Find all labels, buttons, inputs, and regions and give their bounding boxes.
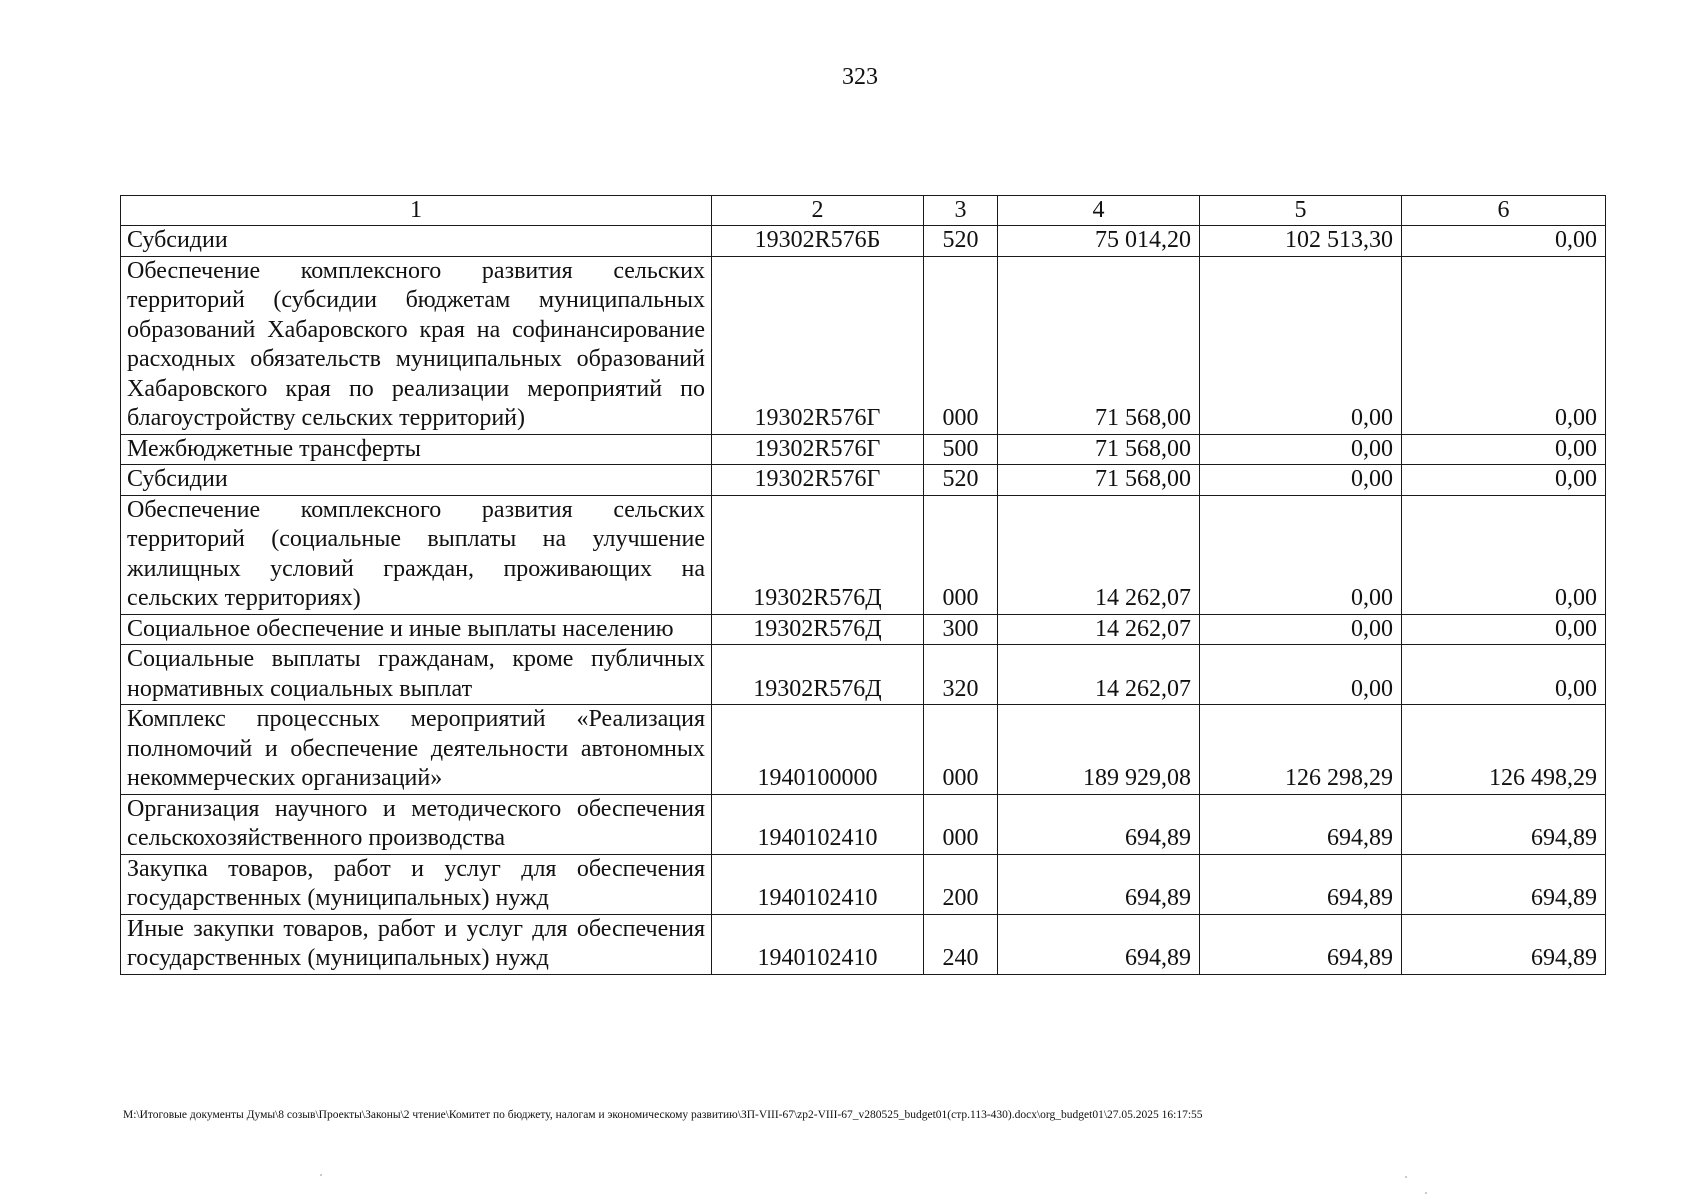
row-type-cell: 320 bbox=[924, 645, 998, 705]
scan-speck bbox=[320, 1174, 322, 1176]
row-type-cell: 520 bbox=[924, 465, 998, 496]
row-code-cell: 1940100000 bbox=[712, 705, 924, 795]
row-value-cell: 75 014,20 bbox=[998, 226, 1200, 257]
column-header: 5 bbox=[1200, 196, 1402, 226]
column-header: 4 bbox=[998, 196, 1200, 226]
table-row bbox=[121, 854, 1606, 914]
row-value-cell: 0,00 bbox=[1200, 465, 1402, 496]
row-value-cell: 0,00 bbox=[1402, 645, 1606, 705]
row-type-cell: 300 bbox=[924, 614, 998, 645]
row-value-cell: 694,89 bbox=[998, 914, 1200, 974]
row-type-cell: 000 bbox=[924, 705, 998, 795]
table-row bbox=[121, 914, 1606, 974]
row-code-cell: 19302R576Д bbox=[712, 614, 924, 645]
table-row bbox=[121, 614, 1606, 645]
row-value-cell: 0,00 bbox=[1200, 434, 1402, 465]
row-name-cell: Социальные выплаты гражданам, кроме публичных нормативных социальных выплат bbox=[121, 645, 712, 705]
row-value-cell: 0,00 bbox=[1402, 256, 1606, 434]
table-row bbox=[121, 645, 1606, 705]
scan-speck bbox=[1405, 1176, 1407, 1178]
row-value-cell: 71 568,00 bbox=[998, 256, 1200, 434]
row-value-cell: 694,89 bbox=[1402, 794, 1606, 854]
row-value-cell: 0,00 bbox=[1200, 495, 1402, 614]
row-value-cell: 0,00 bbox=[1200, 256, 1402, 434]
row-name-cell: Социальное обеспечение и иные выплаты населению bbox=[121, 614, 712, 645]
table-row bbox=[121, 794, 1606, 854]
row-value-cell: 71 568,00 bbox=[998, 465, 1200, 496]
page-number: 323 bbox=[842, 64, 878, 90]
row-code-cell: 19302R576Д bbox=[712, 645, 924, 705]
table-row bbox=[121, 465, 1606, 496]
row-value-cell: 694,89 bbox=[998, 854, 1200, 914]
row-name-cell: Межбюджетные трансферты bbox=[121, 434, 712, 465]
row-code-cell: 19302R576Б bbox=[712, 226, 924, 257]
row-code-cell: 1940102410 bbox=[712, 914, 924, 974]
row-value-cell: 694,89 bbox=[998, 794, 1200, 854]
row-type-cell: 240 bbox=[924, 914, 998, 974]
row-type-cell: 200 bbox=[924, 854, 998, 914]
table-row bbox=[121, 226, 1606, 257]
row-value-cell: 0,00 bbox=[1200, 614, 1402, 645]
row-value-cell: 14 262,07 bbox=[998, 645, 1200, 705]
budget-table bbox=[120, 195, 1606, 975]
row-value-cell: 0,00 bbox=[1200, 645, 1402, 705]
row-code-cell: 19302R576Г bbox=[712, 465, 924, 496]
table-row bbox=[121, 434, 1606, 465]
column-header: 1 bbox=[121, 196, 712, 226]
row-name-cell: Субсидии bbox=[121, 465, 712, 496]
row-value-cell: 694,89 bbox=[1402, 914, 1606, 974]
row-name-cell: Обеспечение комплексного развития сельских территорий (субсидии бюджетам муниципальных образований Хабаровского края на софинансирование расходных обязательств муниципальных образований Хабаровского края по реализации мероприятий по благоустройству сельских территорий) bbox=[121, 256, 712, 434]
row-value-cell: 14 262,07 bbox=[998, 495, 1200, 614]
row-value-cell: 102 513,30 bbox=[1200, 226, 1402, 257]
table-header-row bbox=[121, 196, 1606, 226]
table-row bbox=[121, 256, 1606, 434]
row-name-cell: Обеспечение комплексного развития сельских территорий (социальные выплаты на улучшение жилищных условий граждан, проживающих на сельских территориях) bbox=[121, 495, 712, 614]
column-header: 6 bbox=[1402, 196, 1606, 226]
row-value-cell: 14 262,07 bbox=[998, 614, 1200, 645]
row-code-cell: 1940102410 bbox=[712, 854, 924, 914]
table-row bbox=[121, 495, 1606, 614]
row-name-cell: Организация научного и методического обеспечения сельскохозяйственного производства bbox=[121, 794, 712, 854]
row-name-cell: Субсидии bbox=[121, 226, 712, 257]
row-value-cell: 0,00 bbox=[1402, 614, 1606, 645]
row-type-cell: 000 bbox=[924, 495, 998, 614]
row-value-cell: 0,00 bbox=[1402, 465, 1606, 496]
row-value-cell: 694,89 bbox=[1200, 854, 1402, 914]
row-type-cell: 500 bbox=[924, 434, 998, 465]
row-code-cell: 19302R576Г bbox=[712, 256, 924, 434]
row-value-cell: 0,00 bbox=[1402, 434, 1606, 465]
scan-speck bbox=[1425, 1192, 1427, 1194]
row-value-cell: 694,89 bbox=[1200, 914, 1402, 974]
row-value-cell: 126 298,29 bbox=[1200, 705, 1402, 795]
table-row bbox=[121, 705, 1606, 795]
row-value-cell: 694,89 bbox=[1200, 794, 1402, 854]
row-name-cell: Иные закупки товаров, работ и услуг для обеспечения государственных (муниципальных) нужд bbox=[121, 914, 712, 974]
row-value-cell: 126 498,29 bbox=[1402, 705, 1606, 795]
row-value-cell: 0,00 bbox=[1402, 226, 1606, 257]
row-type-cell: 520 bbox=[924, 226, 998, 257]
row-value-cell: 0,00 bbox=[1402, 495, 1606, 614]
row-code-cell: 19302R576Г bbox=[712, 434, 924, 465]
row-name-cell: Комплекс процессных мероприятий «Реализация полномочий и обеспечение деятельности автономных некоммерческих организаций» bbox=[121, 705, 712, 795]
column-header: 2 bbox=[712, 196, 924, 226]
row-name-cell: Закупка товаров, работ и услуг для обеспечения государственных (муниципальных) нужд bbox=[121, 854, 712, 914]
row-code-cell: 1940102410 bbox=[712, 794, 924, 854]
row-type-cell: 000 bbox=[924, 256, 998, 434]
footer-file-path: М:\Итоговые документы Думы\8 созыв\Проекты\Законы\2 чтение\Комитет по бюджету, налогам и экономическому развитию\ЗП-VIII-67\zp2-VIII-67_v280525_budget01(стр.113-430).docx\org_budget01\27.05.2025 16:17:55 bbox=[123, 1109, 1203, 1121]
row-type-cell: 000 bbox=[924, 794, 998, 854]
row-value-cell: 189 929,08 bbox=[998, 705, 1200, 795]
row-value-cell: 71 568,00 bbox=[998, 434, 1200, 465]
row-code-cell: 19302R576Д bbox=[712, 495, 924, 614]
row-value-cell: 694,89 bbox=[1402, 854, 1606, 914]
column-header: 3 bbox=[924, 196, 998, 226]
